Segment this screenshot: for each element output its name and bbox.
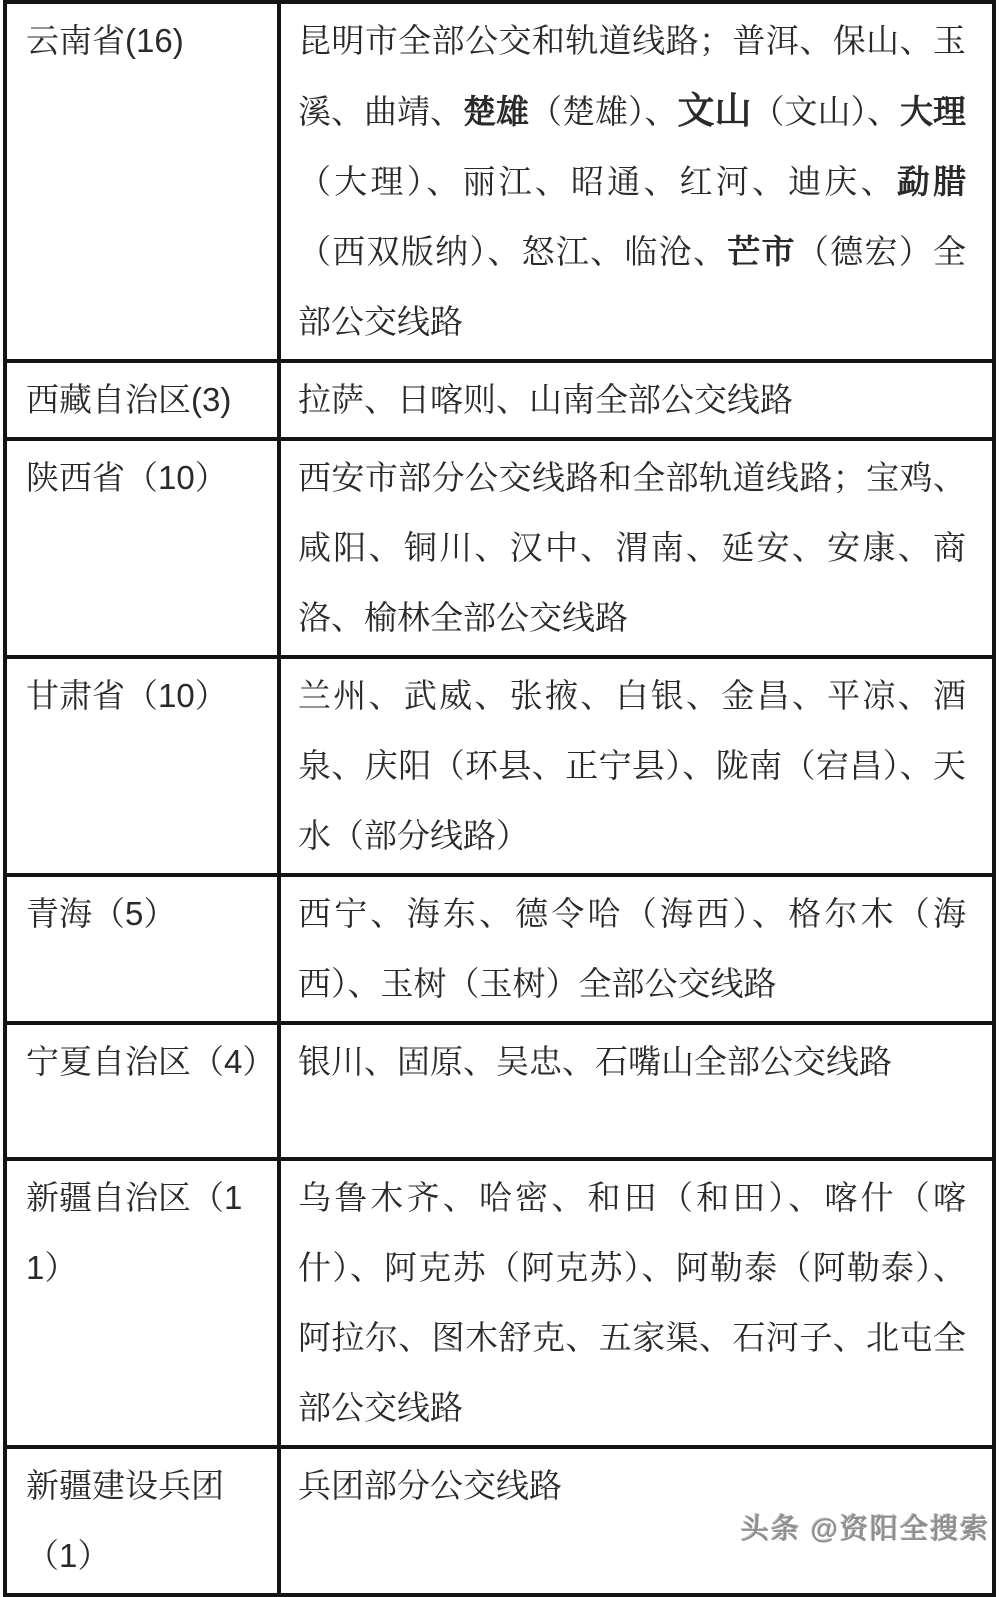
coverage-text: 乌鲁木齐、哈密、和田（和田）、喀什（喀什）、阿克苏（阿克苏）、阿勒泰（阿勒泰）、阿拉尔、图木舒克、五家渠、石河子、北屯全部公交线路: [298, 1179, 966, 1426]
city-name-emphasis: 文山: [677, 90, 752, 131]
coverage-text: （西双版纳）、怒江、临沧、: [298, 233, 728, 270]
region-coverage: [279, 875, 994, 1023]
coverage-text: 兰州、武威、张掖、白银、金昌、平凉、酒泉、庆阳（环县、正宁县）、陇南（宕昌）、天水（部分线路）: [298, 677, 966, 854]
city-name-emphasis: 勐腊: [896, 163, 967, 200]
coverage-text: 西宁、海东、德令哈（海西）、格尔木（海西）、玉树（玉树）全部公交线路: [298, 895, 966, 1002]
transit-coverage-table: [3, 0, 996, 1597]
watermark: 头条 @资阳全搜索: [740, 1513, 990, 1544]
coverage-text: 昆明市全部公交和轨道线路；普洱、保山、玉溪、曲靖、: [298, 22, 966, 130]
region-name: 云南省(16): [5, 2, 279, 361]
region-coverage: [279, 1023, 994, 1159]
table-row: [5, 875, 994, 1023]
city-name-emphasis: 芒市: [727, 233, 796, 270]
region-name: 青海（5）: [5, 875, 279, 1023]
region-name: 西藏自治区(3): [5, 361, 279, 439]
region-coverage: [279, 361, 994, 439]
table-row: [5, 361, 994, 439]
region-coverage: [279, 439, 994, 657]
coverage-text: （楚雄）、: [529, 93, 678, 130]
coverage-text: 西安市部分公交线路和全部轨道线路；宝鸡、咸阳、铜川、汉中、渭南、延安、安康、商洛、榆林全部公交线路: [298, 459, 966, 636]
region-coverage: [279, 657, 994, 875]
coverage-text: 兵团部分公交线路: [298, 1467, 562, 1504]
coverage-text: （德宏）全部公交线路: [298, 233, 967, 340]
coverage-text: （大理）、丽江、昭通、红河、迪庆、: [298, 163, 897, 200]
table-row: [5, 1159, 994, 1447]
coverage-text: 拉萨、日喀则、山南全部公交线路: [298, 381, 793, 418]
region-name: 新疆建设兵团（1）: [5, 1447, 279, 1595]
table-row: [5, 439, 994, 657]
regions-table-body: [5, 2, 994, 1595]
region-name: 宁夏自治区（4）: [5, 1023, 279, 1159]
region-name: 新疆自治区（11）: [5, 1159, 279, 1447]
coverage-text: 银川、固原、吴忠、石嘴山全部公交线路: [298, 1043, 892, 1080]
table-row: [5, 2, 994, 361]
city-name-emphasis: 楚雄: [463, 93, 529, 130]
table-row: [5, 1023, 994, 1159]
region-name: 陕西省（10）: [5, 439, 279, 657]
city-name-emphasis: 大理: [900, 93, 966, 130]
region-coverage: [279, 2, 994, 361]
coverage-text: （文山）、: [751, 93, 900, 130]
region-name: 甘肃省（10）: [5, 657, 279, 875]
table-row: [5, 657, 994, 875]
region-coverage: [279, 1159, 994, 1447]
